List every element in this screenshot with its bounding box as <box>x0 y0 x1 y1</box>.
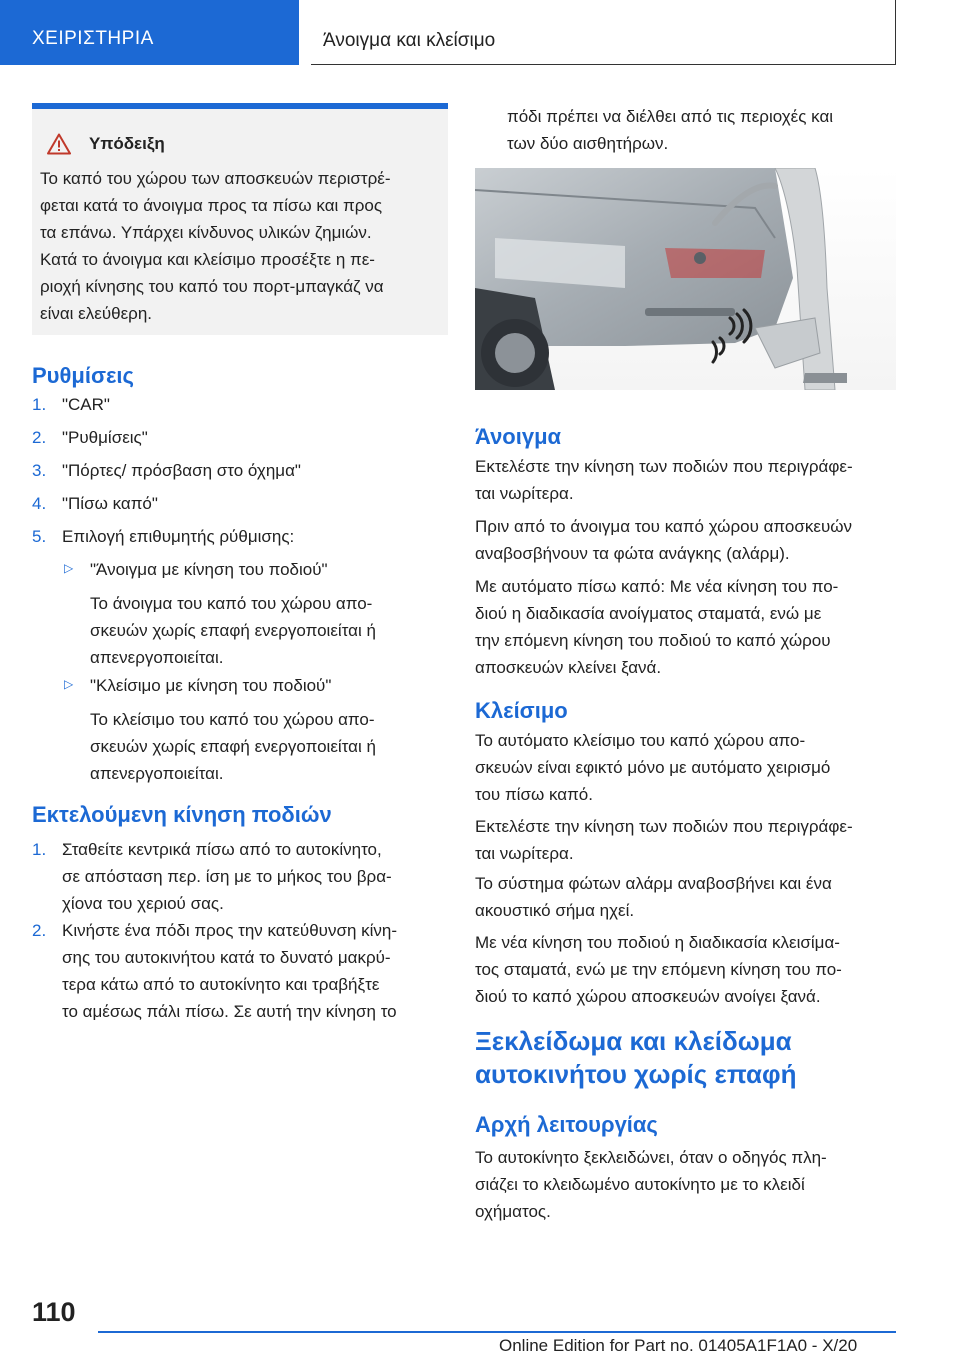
paragraph-line: του πίσω καπό. <box>475 785 593 804</box>
step-number: 1. <box>32 840 47 859</box>
step-number: 5. <box>32 527 47 546</box>
step-number: 2. <box>32 921 47 940</box>
chapter-title: ΧΕΙΡΙΣΤΗΡΙΑ <box>32 28 154 49</box>
footer-rule <box>98 1331 896 1333</box>
step-text: "Πόρτες/ πρόσβαση στο όχημα" <box>62 461 301 480</box>
opening-heading: Άνοιγμα <box>475 424 562 449</box>
foot-motion-heading: Εκτελούμενη κίνηση ποδιών <box>32 802 332 827</box>
step-text: "Ρυθμίσεις" <box>62 428 148 447</box>
paragraph-line: διού το καπό χώρου αποσκευών ανοίγει ξανά. <box>475 987 821 1006</box>
paragraph-line: Πριν από το άνοιγμα του καπό χώρου αποσκευών <box>475 517 853 536</box>
option-bullet-icon: ▷ <box>64 561 74 575</box>
step-number: 3. <box>32 461 47 480</box>
foot-gesture-illustration <box>475 168 896 390</box>
closing-paragraph <box>475 870 832 924</box>
paragraph-line: Με νέα κίνηση του ποδιού η διαδικασία κλεισίμα‐ <box>475 933 840 952</box>
opening-paragraph <box>475 573 838 681</box>
paragraph-line: σιάζει το κλειδωμένο αυτοκίνητο με το κλειδί <box>475 1175 805 1194</box>
option-desc-line: σκευών χωρίς επαφή ενεργοποιείται ή <box>90 621 376 640</box>
paragraph-line: αποσκευών κλείνει ξανά. <box>475 658 662 677</box>
warning-line: ριοχή κίνησης του καπό του πορτ-μπαγκάζ να <box>40 277 384 296</box>
step-text: "CAR" <box>62 395 110 414</box>
warning-line: Το καπό του χώρου των αποσκευών περιστρέ‐ <box>40 169 391 188</box>
paragraph-line: αναβοσβήνουν τα φώτα ανάγκης (αλάρμ). <box>475 544 790 563</box>
keyless-heading <box>475 1025 796 1091</box>
paragraph-line: Το σύστημα φώτων αλάρμ αναβοσβήνει και ένα <box>475 874 832 893</box>
warning-box <box>32 103 448 335</box>
warning-line: Κατά το άνοιγμα και κλείσιμο προσέξτε η πε‐ <box>40 250 375 269</box>
option-bullet-icon: ▷ <box>64 677 74 691</box>
warning-title: Υπόδειξη <box>89 134 165 153</box>
option-desc-line: Το κλείσιμο του καπό του χώρου απο‐ <box>90 710 375 729</box>
step-text <box>62 917 397 1025</box>
paragraph-line: Εκτελέστε την κίνηση των ποδιών που περιγράφε‐ <box>475 817 853 836</box>
settings-heading: Ρυθμίσεις <box>32 363 134 388</box>
heading-line: αυτοκινήτου χωρίς επαφή <box>475 1059 797 1089</box>
page-number: 110 <box>32 1297 76 1327</box>
warning-text <box>40 165 440 327</box>
warning-line: είναι ελεύθερη. <box>40 304 153 323</box>
step-line: σης του αυτοκινήτου κατά το δυνατό μακρύ‐ <box>62 948 391 967</box>
option-description <box>90 590 376 671</box>
step-text: Επιλογή επιθυμητής ρύθμισης: <box>62 527 295 546</box>
paragraph-line: Με αυτόματο πίσω καπό: Με νέα κίνηση του πο‐ <box>475 577 839 596</box>
warning-line: φεται κατά το άνοιγμα προς τα πίσω και προς <box>40 196 383 215</box>
option-label: "Κλείσιμο με κίνηση του ποδιού" <box>90 676 332 695</box>
paragraph-line: τος σταματά, ενώ με την επόμενη κίνηση του πο‐ <box>475 960 842 979</box>
step-line: πόδι πρέπει να διέλθει από τις περιοχές και <box>507 107 834 126</box>
step-number: 2. <box>32 428 47 447</box>
keyless-paragraph <box>475 1144 827 1225</box>
closing-heading: Κλείσιμο <box>475 698 568 723</box>
step-number: 4. <box>32 494 47 513</box>
paragraph-line: διού η διαδικασία ανοίγματος σταματά, ενώ με <box>475 604 822 623</box>
paragraph-line: σκευών είναι εφικτό μόνο με αυτόματο χειρισμό <box>475 758 831 777</box>
paragraph-line: Το αυτόματο κλείσιμο του καπό χώρου απο‐ <box>475 731 806 750</box>
section-title: Άνοιγμα και κλείσιμο <box>323 30 496 51</box>
opening-paragraph <box>475 453 853 507</box>
closing-paragraph <box>475 813 853 867</box>
paragraph-line: Το αυτοκίνητο ξεκλειδώνει, όταν ο οδηγός πλη‐ <box>475 1148 827 1167</box>
chapter-tab <box>0 0 299 65</box>
paragraph-line: ται νωρίτερα. <box>475 484 574 503</box>
keyless-subheading: Αρχή λειτουργίας <box>475 1112 658 1137</box>
step-line: των δύο αισθητήρων. <box>507 134 669 153</box>
paragraph-line: την επόμενη κίνηση του ποδιού το καπό χώρου <box>475 631 831 650</box>
option-label: "Άνοιγμα με κίνηση του ποδιού" <box>90 560 328 579</box>
step-line: σε απόσταση περ. ίση με το μήκος του βρα‐ <box>62 867 392 886</box>
step-text <box>62 836 392 917</box>
step-line: Κινήστε ένα πόδι προς την κατεύθυνση κίνη‐ <box>62 921 398 940</box>
paragraph-line: ται νωρίτερα. <box>475 844 574 863</box>
step-text: "Πίσω καπό" <box>62 494 158 513</box>
opening-paragraph <box>475 513 852 567</box>
closing-paragraph <box>475 727 830 808</box>
warning-line: τα επάνω. Υπάρχει κίνδυνος υλικών ζημιών. <box>40 223 372 242</box>
warning-triangle-icon <box>47 133 71 155</box>
step-line: το αμέσως πάλι πίσω. Σε αυτή την κίνηση το <box>62 1002 397 1021</box>
step-line: τερα κάτω από το αυτοκίνητο και τραβήξτε <box>62 975 380 994</box>
option-desc-line: απενεργοποιείται. <box>90 648 224 667</box>
option-desc-line: Το άνοιγμα του καπό του χώρου απο‐ <box>90 594 373 613</box>
step-line: χίονα του χεριού σας. <box>62 894 224 913</box>
step-line: Σταθείτε κεντρικά πίσω από το αυτοκίνητο, <box>62 840 382 859</box>
edition-text: Online Edition for Part no. 01405A1F1A0 - X/20 <box>499 1336 858 1355</box>
paragraph-line: ακουστικό σήμα ηχεί. <box>475 901 635 920</box>
section-header <box>311 0 896 65</box>
step-number: 1. <box>32 395 47 414</box>
step-continuation <box>507 103 833 157</box>
closing-paragraph <box>475 929 842 1010</box>
paragraph-line: οχήματος. <box>475 1202 551 1221</box>
option-desc-line: σκευών χωρίς επαφή ενεργοποιείται ή <box>90 737 376 756</box>
heading-line: Ξεκλείδωμα και κλείδωμα <box>475 1026 792 1056</box>
option-description <box>90 706 376 787</box>
paragraph-line: Εκτελέστε την κίνηση των ποδιών που περιγράφε‐ <box>475 457 853 476</box>
option-desc-line: απενεργοποιείται. <box>90 764 224 783</box>
